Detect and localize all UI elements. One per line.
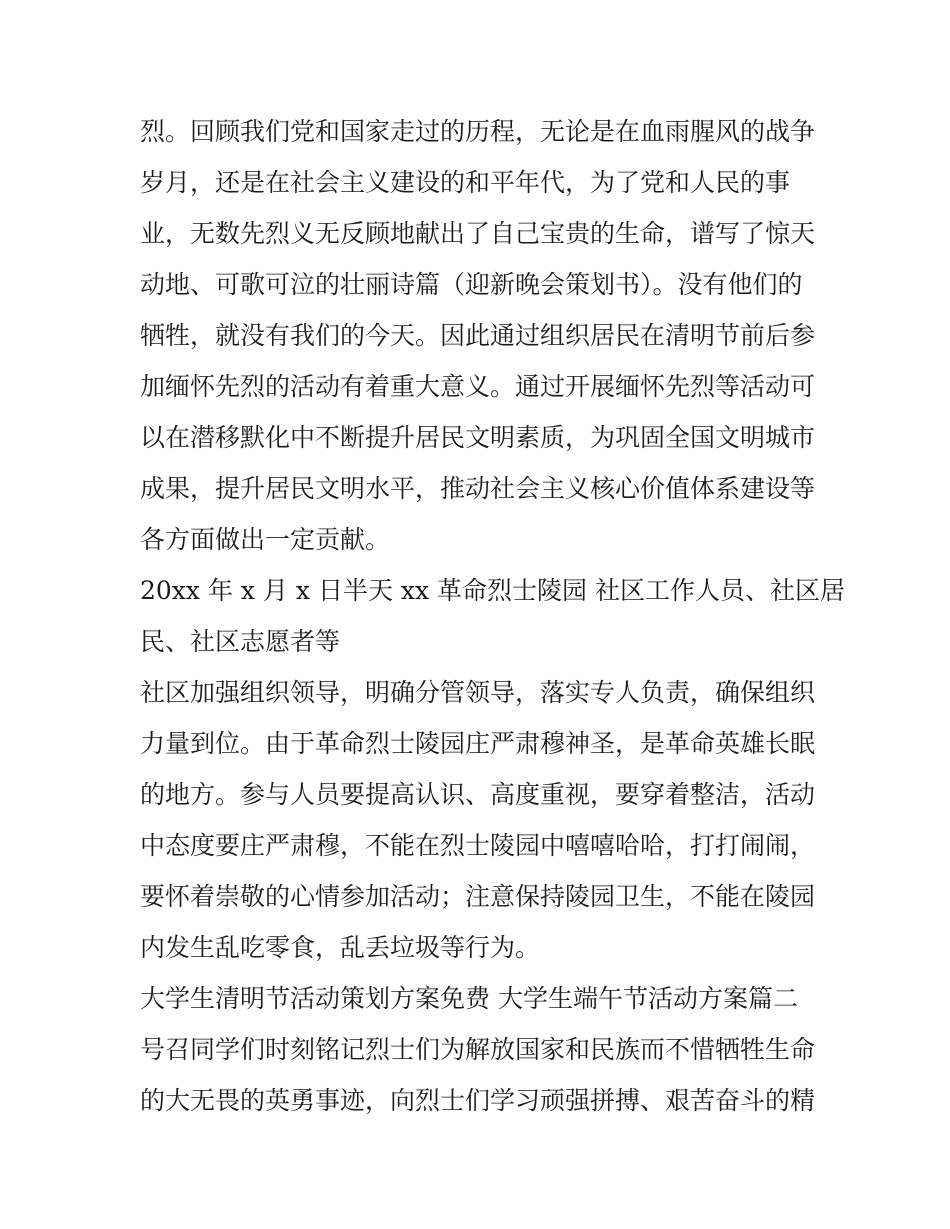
text-line: 业，无数先烈义无反顾地献出了自己宝贵的生命，谱写了惊天 [140,219,816,248]
text-line: 要怀着崇敬的心情参加活动；注意保持陵园卫生，不能在陵园 [140,882,816,911]
document-body [140,106,845,1126]
text-line: 号召同学们时刻铭记烈士们为解放国家和民族而不惜牺牲生命 [140,1035,816,1064]
text-line: 中态度要庄严肃穆，不能在烈士陵园中嘻嘻哈哈，打打闹闹， [140,831,816,860]
text-line: 内发生乱吃零食，乱丢垃圾等行为。 [140,933,541,962]
text-line: 牺牲，就没有我们的今天。因此通过组织居民在清明节前后参 [140,321,816,350]
text-line: 岁月，还是在社会主义建设的和平年代，为了党和人民的事 [140,168,791,197]
text-line: 民、社区志愿者等 [140,627,341,656]
text-line: 烈。回顾我们党和国家走过的历程，无论是在血雨腥风的战争 [140,117,816,146]
text-line: 加缅怀先烈的活动有着重大意义。通过开展缅怀先烈等活动可 [140,372,816,401]
text-line: 的大无畏的英勇事迹，向烈士们学习顽强拼搏、艰苦奋斗的精 [140,1086,816,1115]
text-line: 的地方。参与人员要提高认识、高度重视，要穿着整洁，活动 [140,780,816,809]
text-line: 动地、可歌可泣的壮丽诗篇（迎新晚会策划书）。没有他们的 [140,270,803,299]
text-line: 以在潜移默化中不断提升居民文明素质，为巩固全国文明城市 [140,423,816,452]
text-line: 力量到位。由于革命烈士陵园庄严肃穆神圣，是革命英雄长眠 [140,729,816,758]
text-line: 社区加强组织领导，明确分管领导，落实专人负责，确保组织 [140,678,816,707]
text-line: 20xx 年 x 月 x 日半天 xx 革命烈士陵园 社区工作人员、社区居 [140,576,845,605]
text-line: 各方面做出一定贡献。 [140,525,391,554]
text-line: 大学生清明节活动策划方案免费 大学生端午节活动方案篇二 [140,984,798,1013]
text-line: 成果，提升居民文明水平，推动社会主义核心价值体系建设等 [140,474,816,503]
